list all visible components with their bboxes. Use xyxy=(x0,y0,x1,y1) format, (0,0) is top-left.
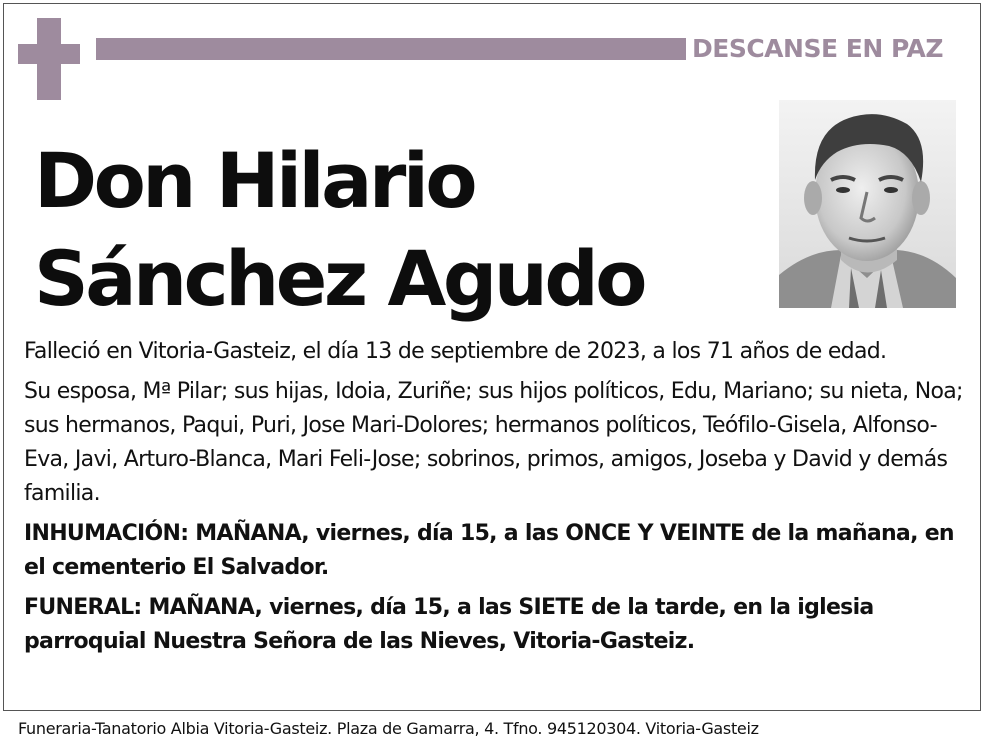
name-line-1: Don Hilario xyxy=(34,136,475,225)
deceased-name xyxy=(34,132,754,328)
burial-notice: INHUMACIÓN: MAÑANA, viernes, día 15, a las ONCE Y VEINTE de la mañana, en el cementerio El Salvador. xyxy=(24,521,954,580)
obituary-text xyxy=(24,335,969,665)
funeral-home-footer: Funeraria-Tanatorio Albia Vitoria-Gasteiz. Plaza de Gamarra, 4. Tfno. 945120304. Vitoria-Gasteiz xyxy=(18,719,759,738)
name-line-2: Sánchez Agudo xyxy=(34,234,644,323)
header-bar xyxy=(96,38,686,60)
header-label: DESCANSE EN PAZ xyxy=(692,34,943,63)
cross-icon xyxy=(18,18,80,100)
family-list: Su esposa, Mª Pilar; sus hijas, Idoia, Zuriñe; sus hijos políticos, Edu, Mariano; su nieta, Noa; sus hermanos, Paqui, Puri, Jose Mari-Dolores; hermanos políticos, Teófilo-Gisela, Alfonso-Eva, Javi, Arturo-Blanca, Mari Feli-Jose; sobrinos, primos, amigos, Joseba y David y demás familia. xyxy=(24,379,963,506)
funeral-notice: FUNERAL: MAÑANA, viernes, día 15, a las SIETE de la tarde, en la iglesia parroquial Nuestra Señora de las Nieves, Vitoria-Gasteiz. xyxy=(24,595,874,654)
death-notice: Falleció en Vitoria-Gasteiz, el día 13 de septiembre de 2023, a los 71 años de edad. xyxy=(24,339,887,364)
portrait-photo xyxy=(779,100,956,308)
